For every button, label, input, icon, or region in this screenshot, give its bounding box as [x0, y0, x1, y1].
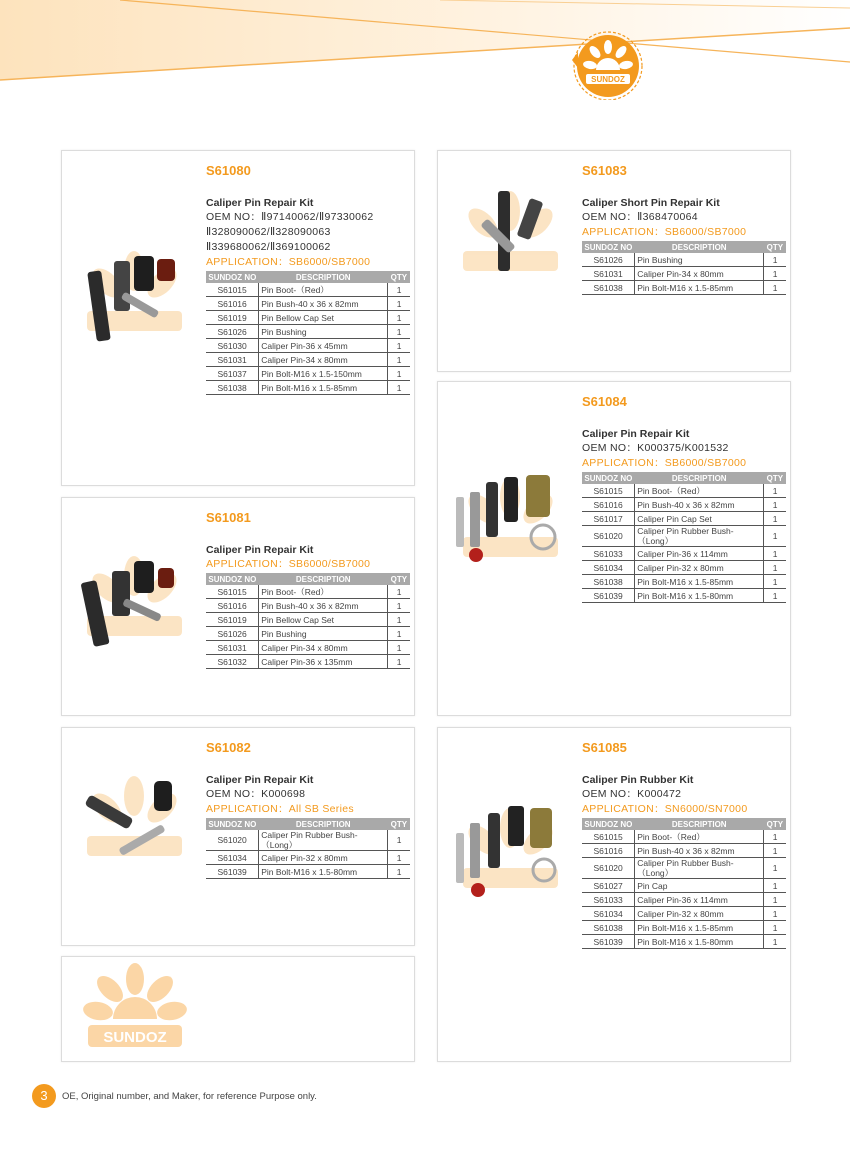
table-row: [582, 547, 786, 561]
parts-table-header: [582, 472, 786, 484]
product-image: [72, 241, 197, 366]
table-row: [206, 353, 410, 367]
header-sundoz-no: SUNDOZ NO: [582, 472, 635, 484]
header-qty: QTY: [764, 472, 786, 484]
part-number: S61020: [582, 526, 635, 547]
product-code: S61080: [206, 163, 251, 178]
part-description: Pin Bushing: [259, 325, 388, 339]
part-qty: 1: [388, 641, 410, 655]
footer-note: OE, Original number, and Maker, for reference Purpose only.: [62, 1091, 317, 1102]
table-row: [582, 907, 786, 921]
part-qty: 1: [764, 879, 786, 893]
brand-watermark-text: SUNDOZ: [103, 1029, 167, 1046]
part-description: Pin Boot-（Red）: [259, 585, 388, 599]
product-code: S61082: [206, 740, 251, 755]
part-qty: 1: [764, 484, 786, 498]
table-row: [582, 267, 786, 281]
parts-table-header: [206, 818, 410, 830]
part-description: Pin Bush-40 x 36 x 82mm: [635, 498, 764, 512]
oem-number: Ⅱ328090062/Ⅱ328090063: [206, 226, 331, 238]
part-qty: 1: [388, 599, 410, 613]
part-number: S61031: [206, 641, 259, 655]
product-image: [72, 546, 197, 671]
table-row: [582, 879, 786, 893]
product-card-s61082: [61, 727, 415, 946]
part-number: S61031: [582, 267, 635, 281]
part-description: Pin Bellow Cap Set: [259, 613, 388, 627]
part-number: S61032: [206, 655, 259, 669]
parts-table-header: [582, 818, 786, 830]
part-number: S61026: [582, 253, 635, 267]
part-description: Pin Bolt-M16 x 1.5-85mm: [635, 921, 764, 935]
application: APPLICATION：All SB Series: [206, 803, 354, 815]
part-number: S61020: [582, 858, 635, 879]
part-number: S61038: [582, 281, 635, 295]
table-row: [206, 851, 410, 865]
part-number: S61031: [206, 353, 259, 367]
product-title: Caliper Pin Repair Kit: [206, 774, 314, 786]
part-number: S61039: [582, 935, 635, 949]
header-description: DESCRIPTION: [635, 818, 764, 830]
part-qty: 1: [388, 353, 410, 367]
part-description: Pin Boot-（Red）: [259, 283, 388, 297]
part-number: S61033: [582, 547, 635, 561]
part-description: Pin Bush-40 x 36 x 82mm: [635, 844, 764, 858]
part-description: Caliper Pin-36 x 114mm: [635, 547, 764, 561]
table-row: [206, 641, 410, 655]
parts-table: [582, 818, 786, 949]
parts-table: [582, 241, 786, 295]
table-row: [206, 655, 410, 669]
parts-table: [582, 472, 786, 603]
part-number: S61039: [206, 865, 259, 879]
part-description: Caliper Pin Rubber Bush-（Long）: [635, 526, 764, 547]
table-row: [206, 613, 410, 627]
product-title: Caliper Pin Repair Kit: [206, 197, 314, 209]
part-description: Caliper Pin-32 x 80mm: [635, 907, 764, 921]
header-sundoz-no: SUNDOZ NO: [206, 818, 259, 830]
table-row: [582, 844, 786, 858]
part-number: S61038: [582, 921, 635, 935]
product-title: Caliper Pin Repair Kit: [206, 544, 314, 556]
table-row: [206, 339, 410, 353]
part-number: S61016: [582, 844, 635, 858]
part-number: S61015: [582, 484, 635, 498]
table-row: [582, 575, 786, 589]
header-description: DESCRIPTION: [635, 241, 764, 253]
part-number: S61019: [206, 311, 259, 325]
table-row: [206, 865, 410, 879]
part-qty: 1: [764, 526, 786, 547]
header-sundoz-no: SUNDOZ NO: [582, 818, 635, 830]
part-description: Pin Bush-40 x 36 x 82mm: [259, 297, 388, 311]
header-description: DESCRIPTION: [635, 472, 764, 484]
table-row: [582, 512, 786, 526]
part-description: Pin Boot-（Red）: [635, 484, 764, 498]
part-number: S61038: [582, 575, 635, 589]
part-qty: 1: [388, 655, 410, 669]
part-description: Pin Boot-（Red）: [635, 830, 764, 844]
product-image: [448, 181, 573, 306]
oem-number: OEM NO：K000375/K001532: [582, 442, 729, 454]
part-description: Caliper Pin Rubber Bush-（Long）: [259, 830, 388, 851]
product-card-s61085: [437, 727, 791, 1062]
part-qty: 1: [764, 512, 786, 526]
product-image: [448, 798, 573, 923]
header-qty: QTY: [764, 818, 786, 830]
table-row: [206, 830, 410, 851]
part-qty: 1: [764, 858, 786, 879]
table-row: [582, 561, 786, 575]
product-card-s61084: [437, 381, 791, 716]
part-description: Caliper Pin-36 x 135mm: [259, 655, 388, 669]
table-row: [582, 281, 786, 295]
part-number: S61034: [582, 907, 635, 921]
part-number: S61016: [582, 498, 635, 512]
product-code: S61085: [582, 740, 627, 755]
table-row: [582, 526, 786, 547]
part-description: Pin Cap: [635, 879, 764, 893]
part-description: Pin Bushing: [635, 253, 764, 267]
parts-table-header: [206, 573, 410, 585]
table-row: [582, 589, 786, 603]
part-qty: 1: [764, 253, 786, 267]
part-qty: 1: [388, 311, 410, 325]
product-card-s61083: [437, 150, 791, 372]
part-qty: 1: [388, 339, 410, 353]
parts-table: [206, 818, 410, 879]
part-qty: 1: [388, 830, 410, 851]
part-qty: 1: [764, 830, 786, 844]
product-code: S61084: [582, 394, 627, 409]
part-description: Pin Bolt-M16 x 1.5-80mm: [635, 589, 764, 603]
parts-table-header: [206, 271, 410, 283]
product-code: S61081: [206, 510, 251, 525]
part-qty: 1: [764, 844, 786, 858]
oem-number: OEM NO：Ⅱ368470064: [582, 211, 698, 223]
application: APPLICATION：SB6000/SB7000: [206, 256, 371, 268]
part-number: S61020: [206, 830, 259, 851]
oem-number: OEM NO：Ⅱ97140062/Ⅱ97330062: [206, 211, 374, 223]
page-number: 3: [32, 1084, 56, 1108]
part-qty: 1: [764, 921, 786, 935]
part-qty: 1: [388, 367, 410, 381]
part-qty: 1: [764, 907, 786, 921]
part-qty: 1: [388, 325, 410, 339]
part-number: S61034: [206, 851, 259, 865]
product-code: S61083: [582, 163, 627, 178]
part-qty: 1: [764, 893, 786, 907]
part-qty: 1: [388, 865, 410, 879]
header-sundoz-no: SUNDOZ NO: [206, 271, 259, 283]
part-number: S61030: [206, 339, 259, 353]
table-row: [582, 498, 786, 512]
oem-number: OEM NO：K000472: [582, 788, 682, 800]
table-row: [582, 858, 786, 879]
part-description: Caliper Pin-32 x 80mm: [635, 561, 764, 575]
part-description: Pin Bolt-M16 x 1.5-80mm: [635, 935, 764, 949]
parts-table: [206, 573, 410, 669]
part-description: Pin Bush-40 x 36 x 82mm: [259, 599, 388, 613]
table-row: [206, 283, 410, 297]
application: APPLICATION：SN6000/SN7000: [582, 803, 748, 815]
header-qty: QTY: [764, 241, 786, 253]
table-row: [206, 599, 410, 613]
part-qty: 1: [388, 585, 410, 599]
part-description: Caliper Pin-32 x 80mm: [259, 851, 388, 865]
part-number: S61034: [582, 561, 635, 575]
table-row: [582, 935, 786, 949]
product-title: Caliper Pin Repair Kit: [582, 428, 690, 440]
part-number: S61019: [206, 613, 259, 627]
part-qty: 1: [764, 561, 786, 575]
parts-table-header: [582, 241, 786, 253]
table-row: [582, 830, 786, 844]
part-description: Pin Bolt-M16 x 1.5-150mm: [259, 367, 388, 381]
part-qty: 1: [764, 281, 786, 295]
part-number: S61015: [206, 585, 259, 599]
header-qty: QTY: [388, 271, 410, 283]
part-number: S61033: [582, 893, 635, 907]
header-description: DESCRIPTION: [259, 271, 388, 283]
brand-logo: [566, 30, 646, 100]
part-number: S61016: [206, 297, 259, 311]
table-row: [206, 585, 410, 599]
table-row: [206, 311, 410, 325]
part-number: S61027: [582, 879, 635, 893]
part-qty: 1: [388, 283, 410, 297]
table-row: [206, 381, 410, 395]
part-description: Caliper Pin-34 x 80mm: [259, 353, 388, 367]
part-number: S61039: [582, 589, 635, 603]
table-row: [206, 325, 410, 339]
top-banner-decoration: [0, 0, 850, 90]
brand-logo-card: [61, 956, 415, 1062]
table-row: [206, 297, 410, 311]
product-image: [448, 467, 573, 592]
part-description: Caliper Pin-36 x 114mm: [635, 893, 764, 907]
product-card-s61081: [61, 497, 415, 716]
header-sundoz-no: SUNDOZ NO: [206, 573, 259, 585]
product-card-s61080: [61, 150, 415, 486]
part-qty: 1: [764, 498, 786, 512]
part-qty: 1: [764, 575, 786, 589]
part-description: Caliper Pin Rubber Bush-（Long）: [635, 858, 764, 879]
part-qty: 1: [388, 381, 410, 395]
part-number: S61015: [582, 830, 635, 844]
part-description: Pin Bellow Cap Set: [259, 311, 388, 325]
part-description: Pin Bolt-M16 x 1.5-85mm: [259, 381, 388, 395]
part-number: S61037: [206, 367, 259, 381]
part-qty: 1: [764, 547, 786, 561]
table-row: [582, 893, 786, 907]
application: APPLICATION：SB6000/SB7000: [206, 558, 371, 570]
svg-text:SUNDOZ: SUNDOZ: [591, 75, 625, 84]
table-row: [582, 253, 786, 267]
part-description: Pin Bolt-M16 x 1.5-80mm: [259, 865, 388, 879]
part-number: S61017: [582, 512, 635, 526]
part-number: S61026: [206, 325, 259, 339]
header-sundoz-no: SUNDOZ NO: [582, 241, 635, 253]
header-description: DESCRIPTION: [259, 818, 388, 830]
part-description: Pin Bushing: [259, 627, 388, 641]
brand-watermark: [80, 961, 190, 1059]
application: APPLICATION：SB6000/SB7000: [582, 226, 747, 238]
part-description: Caliper Pin-36 x 45mm: [259, 339, 388, 353]
part-qty: 1: [764, 267, 786, 281]
table-row: [582, 921, 786, 935]
part-number: S61038: [206, 381, 259, 395]
header-qty: QTY: [388, 818, 410, 830]
part-description: Caliper Pin-34 x 80mm: [259, 641, 388, 655]
header-qty: QTY: [388, 573, 410, 585]
part-description: Pin Bolt-M16 x 1.5-85mm: [635, 575, 764, 589]
product-title: Caliper Pin Rubber Kit: [582, 774, 694, 786]
part-qty: 1: [764, 589, 786, 603]
part-qty: 1: [388, 627, 410, 641]
application: APPLICATION：SB6000/SB7000: [582, 457, 747, 469]
part-description: Caliper Pin Cap Set: [635, 512, 764, 526]
table-row: [582, 484, 786, 498]
table-row: [206, 627, 410, 641]
parts-table: [206, 271, 410, 395]
product-image: [72, 766, 197, 891]
part-number: S61016: [206, 599, 259, 613]
oem-number: Ⅱ339680062/Ⅱ369100062: [206, 241, 331, 253]
part-description: Pin Bolt-M16 x 1.5-85mm: [635, 281, 764, 295]
product-title: Caliper Short Pin Repair Kit: [582, 197, 720, 209]
part-description: Caliper Pin-34 x 80mm: [635, 267, 764, 281]
part-qty: 1: [388, 613, 410, 627]
part-qty: 1: [388, 851, 410, 865]
part-number: S61015: [206, 283, 259, 297]
table-row: [206, 367, 410, 381]
header-description: DESCRIPTION: [259, 573, 388, 585]
part-number: S61026: [206, 627, 259, 641]
part-qty: 1: [388, 297, 410, 311]
oem-number: OEM NO：K000698: [206, 788, 306, 800]
part-qty: 1: [764, 935, 786, 949]
